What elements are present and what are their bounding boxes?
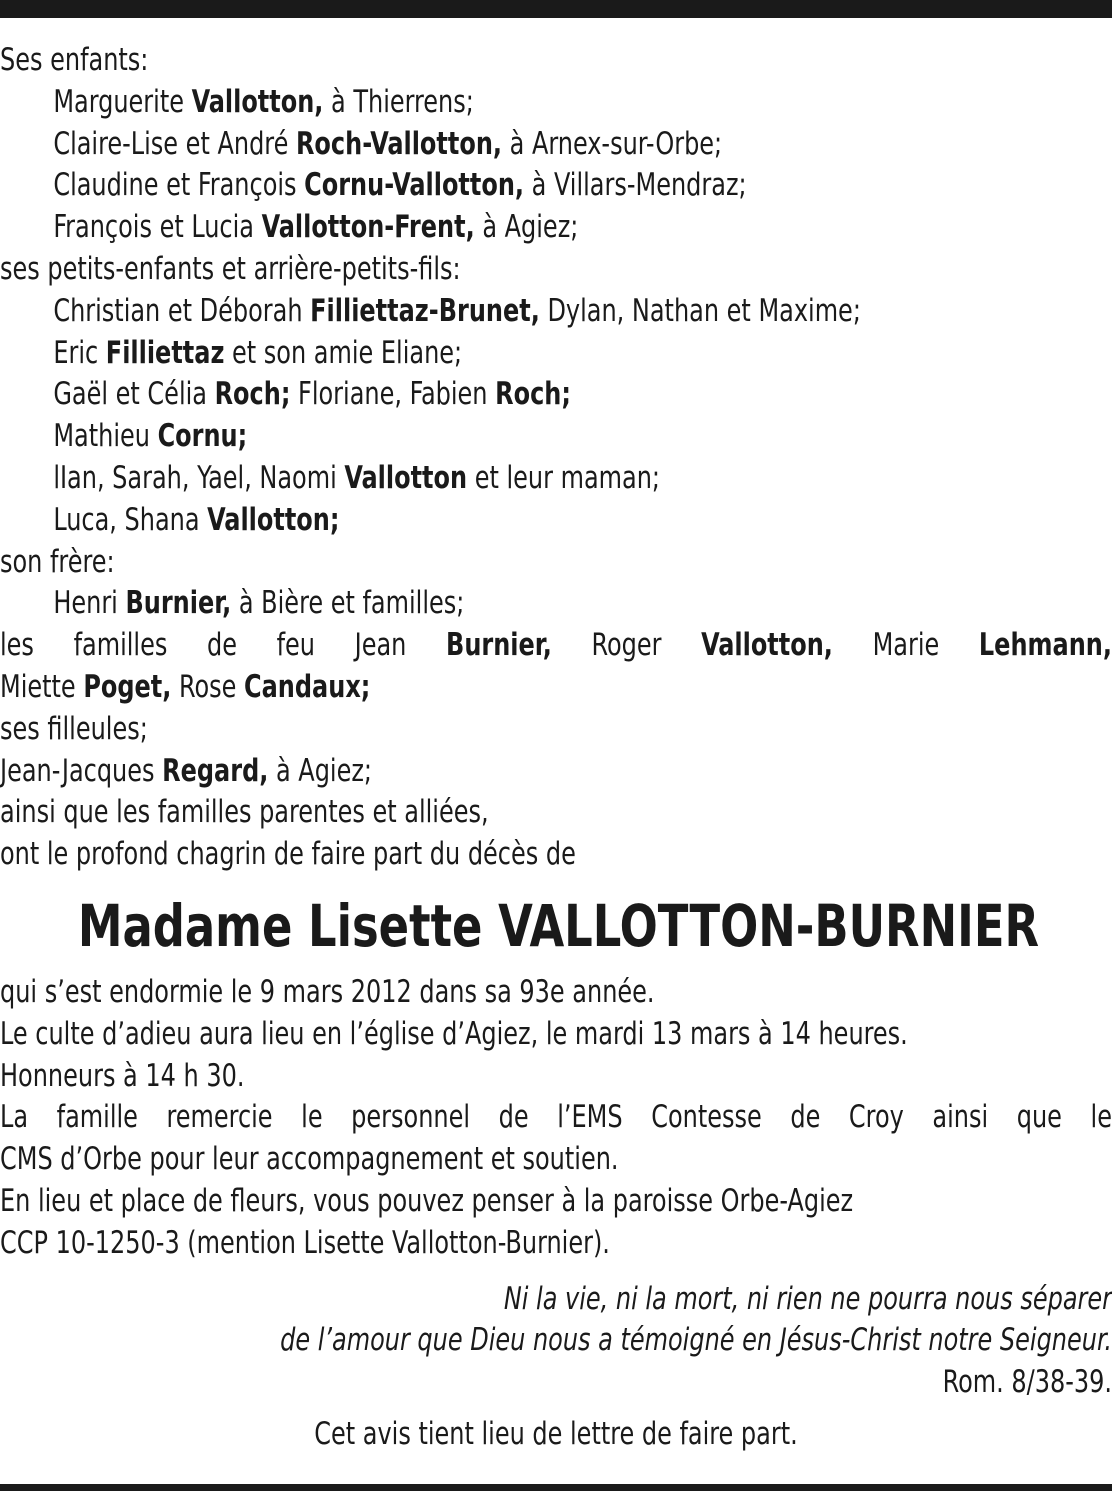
bible-quote-line: Ni la vie, ni la mort, ni rien ne pourra nous séparer (503, 1280, 1112, 1317)
regard-name: Jean-Jacques (0, 752, 163, 789)
bottom-rule (0, 1484, 1112, 1491)
regard-place: à Agiez; (268, 752, 373, 789)
petit-enfant-rest: Dylan, Nathan et Maxime; (539, 292, 861, 329)
frere-place: à Bière et familles; (231, 585, 465, 622)
enfant-surname: Vallotton, (191, 83, 324, 120)
honneurs-line: Honneurs à 14 h 30. (0, 1057, 245, 1094)
petit-enfant-name: Mathieu (53, 418, 158, 455)
frere-line (0, 583, 1112, 625)
petit-enfant-line (0, 291, 1112, 333)
enfant-name: François et Lucia (53, 209, 262, 246)
petit-enfant-name: Floriane, Fabien (290, 376, 496, 413)
petit-enfant-line (0, 333, 1112, 375)
enfant-place: à Arnex-sur-Orbe; (502, 125, 723, 162)
fleurs-line: CCP 10-1250-3 (mention Lisette Vallotton-Burnier). (0, 1224, 610, 1261)
frere-heading: son frère: (0, 543, 115, 580)
enfant-surname: Vallotton-Frent, (261, 209, 475, 246)
petit-enfant-name: Christian et Déborah (53, 292, 311, 329)
petits-enfants-heading: ses petits-enfants et arrière-petits-fils: (0, 250, 461, 287)
bible-quote-line: de l’amour que Dieu nous a témoigné en Jésus-Christ notre Seigneur. (280, 1322, 1112, 1359)
enfant-place: à Thierrens; (323, 83, 474, 120)
petit-enfant-surname: Vallotton; (207, 501, 340, 538)
frere-surname: Burnier, (125, 585, 232, 622)
enfant-place: à Agiez; (474, 209, 579, 246)
enfant-line (0, 165, 1112, 207)
enfant-surname: Roch-Vallotton, (295, 125, 503, 162)
petit-enfant-line (0, 416, 1112, 458)
petit-enfant-name: Eric (53, 334, 106, 371)
top-rule (0, 0, 1112, 18)
petit-enfant-rest: et leur maman; (467, 459, 660, 496)
familles-surname: Lehmann, (978, 627, 1112, 664)
familles-text: Miette (0, 668, 84, 705)
familles-feu-line (0, 625, 1112, 667)
familles-surname: Candaux; (244, 668, 371, 705)
fleurs-line: En lieu et place de fleurs, vous pouvez penser à la paroisse Orbe-Agiez (0, 1182, 854, 1219)
petit-enfant-name: lIan, Sarah, Yael, Naomi (53, 459, 345, 496)
petit-enfant-name: Luca, Shana (53, 501, 208, 538)
remercie-line: La famille remercie le personnel de l’EMS Contesse de Croy ainsi que le (0, 1099, 1112, 1136)
regard-surname: Regard, (162, 752, 269, 789)
familles-text: Rose (171, 668, 245, 705)
remercie-line: CMS d’Orbe pour leur accompagnement et soutien. (0, 1141, 619, 1178)
familles-surname: Vallotton, (701, 627, 833, 664)
familles-text: Roger (551, 627, 702, 664)
filleules-line: ses filleules; (0, 710, 148, 747)
frere-name: Henri (53, 585, 126, 622)
petit-enfant-surname: Cornu; (157, 418, 248, 455)
familles-feu-line (0, 667, 1112, 709)
closing-line: Cet avis tient lieu de lettre de faire part. (314, 1415, 798, 1452)
enfant-line (0, 207, 1112, 249)
petit-enfant-line (0, 374, 1112, 416)
familles-surname: Poget, (83, 668, 172, 705)
enfant-line (0, 82, 1112, 124)
enfant-name: Claudine et François (53, 167, 305, 204)
petit-enfant-surname: Roch; (214, 376, 291, 413)
endormie-line: qui s’est endormie le 9 mars 2012 dans sa 93e année. (0, 973, 655, 1010)
deceased-name-title: Madame Lisette VALLOTTON-BURNIER (77, 891, 1040, 960)
petit-enfant-line (0, 500, 1112, 542)
culte-line: Le culte d’adieu aura lieu en l’église d’Agiez, le mardi 13 mars à 14 heures. (0, 1015, 908, 1052)
enfant-name: Claire-Lise et André (53, 125, 296, 162)
petit-enfant-line (0, 458, 1112, 500)
petit-enfant-surname: Filliettaz (105, 334, 225, 371)
enfant-name: Marguerite (53, 83, 192, 120)
spacer (0, 1265, 1112, 1279)
bible-reference: Rom. 8/38-39. (942, 1364, 1112, 1401)
petit-enfant-surname: Filliettaz-Brunet, (310, 292, 540, 329)
familles-text: les familles de feu Jean (0, 627, 447, 664)
enfant-place: à Villars-Mendraz; (524, 167, 747, 204)
notice-body (0, 40, 1112, 1456)
enfant-surname: Cornu-Vallotton, (304, 167, 525, 204)
familles-surname: Burnier, (446, 627, 552, 664)
enfant-line (0, 124, 1112, 166)
petit-enfant-surname: Vallotton (344, 459, 468, 496)
petit-enfant-name: Gaël et Célia (53, 376, 215, 413)
enfants-heading: Ses enfants: (0, 42, 149, 78)
regard-line (0, 751, 1112, 793)
allies-line: ainsi que les familles parentes et alliées, (0, 794, 489, 831)
familles-text: Marie (832, 627, 979, 664)
chagrin-line: ont le profond chagrin de faire part du décès de (0, 836, 576, 873)
petit-enfant-rest: et son amie Eliane; (224, 334, 463, 371)
petit-enfant-surname: Roch; (495, 376, 571, 413)
